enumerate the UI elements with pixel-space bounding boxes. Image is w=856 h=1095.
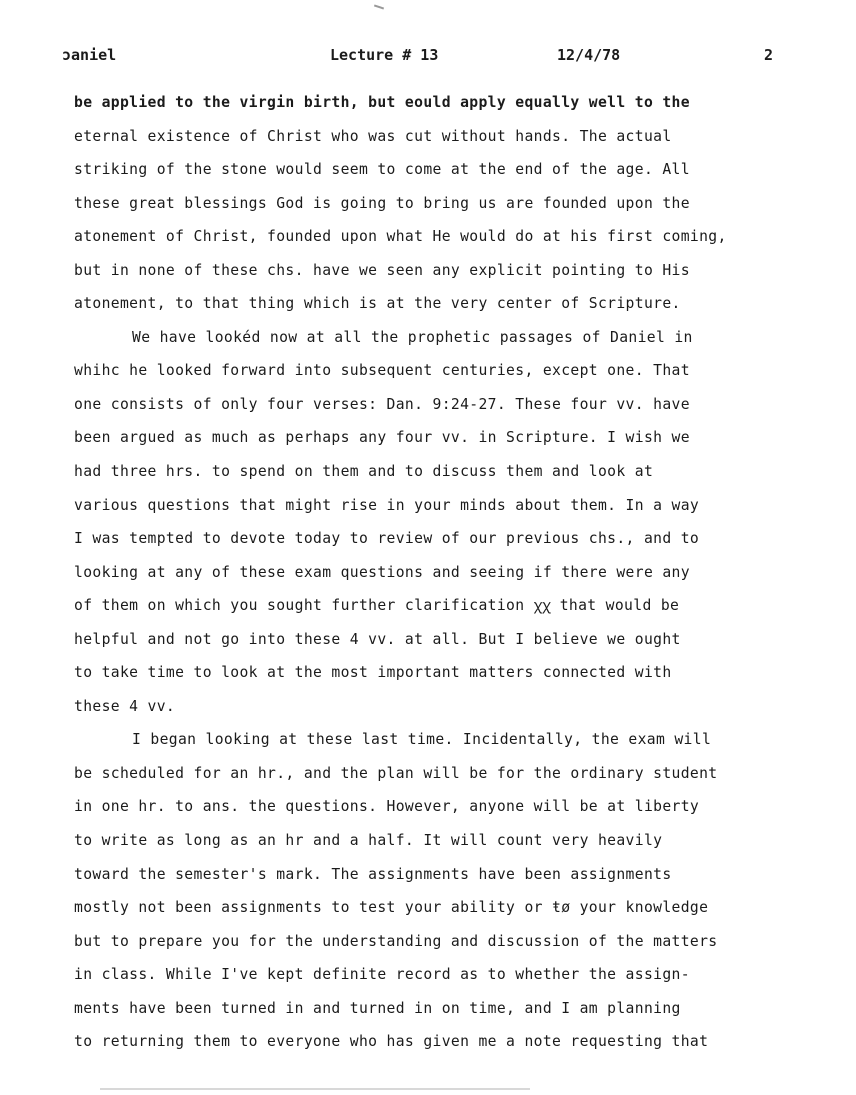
text-line: toward the semester's mark. The assignments have been assignments bbox=[74, 865, 672, 883]
header-lecture-number: Lecture # 13 bbox=[330, 46, 439, 64]
text-line: but to prepare you for the understanding and discussion of the matters bbox=[74, 932, 718, 950]
text-line: in class. While I've kept definite record as to whether the assign- bbox=[74, 966, 690, 984]
scan-mark bbox=[374, 5, 384, 10]
text-line: be scheduled for an hr., and the plan will be for the ordinary student bbox=[74, 764, 718, 782]
paragraph-start-line: We have lookéd now at all the prophetic passages of Daniel in bbox=[132, 328, 693, 346]
text-line: be applied to the virgin birth, but eould apply equally well to the bbox=[74, 94, 690, 111]
text-line: these 4 vv. bbox=[74, 697, 176, 715]
text-line: these great blessings God is going to bring us are founded upon the bbox=[74, 194, 690, 212]
text-line: to returning them to everyone who has given me a note requesting that bbox=[74, 1033, 709, 1051]
lecture-text bbox=[74, 86, 814, 1059]
text-line: mostly not been assignments to test your ability or ŧø your knowledge bbox=[74, 899, 709, 917]
text-line: one consists of only four verses: Dan. 9:24-27. These four vv. have bbox=[74, 395, 690, 413]
text-line: atonement, to that thing which is at the very center of Scripture. bbox=[74, 295, 681, 313]
text-line: various questions that might rise in your minds about them. In a way bbox=[74, 496, 700, 514]
text-line: atonement of Christ, founded upon what He would do at his first coming, bbox=[74, 228, 727, 246]
paragraph-start-line: I began looking at these last time. Incidentally, the exam will bbox=[132, 731, 712, 749]
text-line: looking at any of these exam questions and seeing if there were any bbox=[74, 563, 690, 581]
text-line: to take time to look at the most important matters connected with bbox=[74, 664, 672, 682]
scan-edge-shadow bbox=[100, 1088, 530, 1090]
text-line: whihc he looked forward into subsequent centuries, except one. That bbox=[74, 362, 690, 380]
text-line: eternal existence of Christ who was cut without hands. The actual bbox=[74, 127, 672, 145]
header-page-number: 2 bbox=[764, 46, 774, 64]
header-date: 12/4/78 bbox=[557, 46, 621, 64]
text-line: of them on which you sought further clarification ꭓꭓ that would be bbox=[74, 597, 680, 615]
text-line: been argued as much as perhaps any four vv. in Scripture. I wish we bbox=[74, 429, 690, 447]
text-line: had three hrs. to spend on them and to discuss them and look at bbox=[74, 463, 654, 481]
header-book-title: ɔaniel bbox=[62, 46, 117, 64]
text-line: striking of the stone would seem to come at the end of the age. All bbox=[74, 161, 690, 179]
text-line: ments have been turned in and turned in on time, and I am planning bbox=[74, 999, 681, 1017]
page-header bbox=[0, 46, 856, 70]
text-line: I was tempted to devote today to review of our previous chs., and to bbox=[74, 530, 700, 548]
text-line: in one hr. to ans. the questions. However, anyone will be at liberty bbox=[74, 798, 700, 816]
text-line: but in none of these chs. have we seen any explicit pointing to His bbox=[74, 261, 690, 279]
text-line: helpful and not go into these 4 vv. at all. But I believe we ought bbox=[74, 630, 681, 648]
text-line: to write as long as an hr and a half. It will count very heavily bbox=[74, 832, 663, 850]
